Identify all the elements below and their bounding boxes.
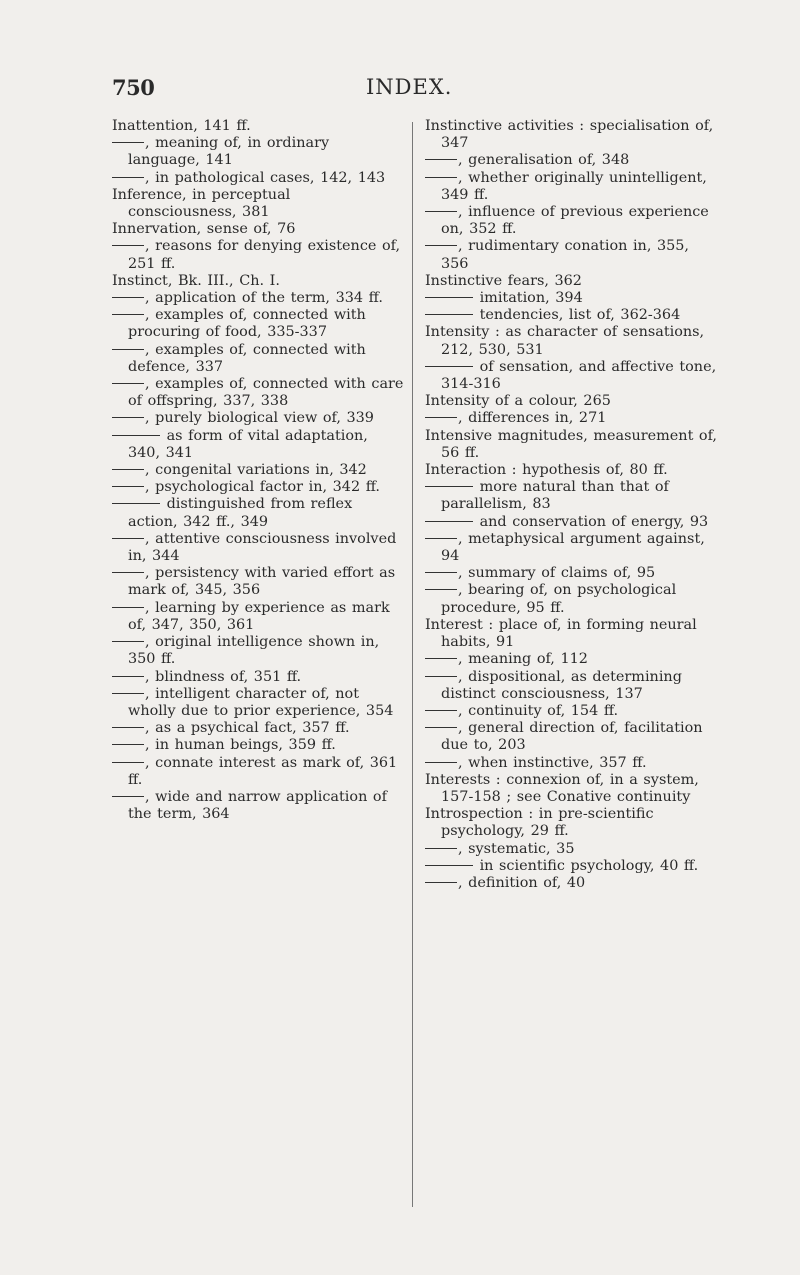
entry-text: , psychological factor in, 342 ff. [145, 479, 380, 496]
ditto-dash [425, 521, 473, 522]
ditto-dash [425, 366, 473, 367]
entry-text: , generalisation of, 348 [458, 152, 630, 169]
ditto-dash [425, 658, 457, 659]
ditto-dash [112, 572, 144, 573]
index-subentry [112, 686, 404, 720]
index-subentry [112, 531, 404, 565]
ditto-dash [425, 211, 457, 212]
index-subentry [112, 428, 404, 462]
index-subentry [112, 307, 404, 341]
index-entry [425, 393, 721, 410]
index-subentry [425, 479, 721, 513]
index-subentry [425, 565, 721, 582]
index-entry [425, 462, 721, 479]
column-divider [412, 122, 413, 1207]
ditto-dash [112, 796, 144, 797]
ditto-dash [112, 417, 144, 418]
index-subentry [112, 135, 404, 169]
index-subentry [425, 514, 721, 531]
entry-text: , congenital variations in, 342 [145, 462, 367, 479]
index-entry [425, 617, 721, 651]
index-subentry [425, 204, 721, 238]
ditto-dash [112, 727, 144, 728]
entry-text: Intensive magnitudes, measurement of, 56 ff. [425, 427, 717, 461]
ditto-dash [112, 676, 144, 677]
entry-text: Inference, in perceptual consciousness, 381 [112, 186, 291, 221]
ditto-dash [112, 177, 144, 178]
ditto-dash [112, 607, 144, 608]
entry-text: , blindness of, 351 ff. [145, 668, 302, 685]
index-subentry [425, 703, 721, 720]
ditto-dash [112, 503, 160, 504]
entry-text: as form of vital adaptation, 340, 341 [128, 427, 368, 461]
entry-text: Interest : place of, in forming neural habits, 91 [425, 616, 697, 651]
ditto-dash [425, 417, 457, 418]
ditto-dash [112, 142, 144, 143]
index-column-left [112, 118, 404, 823]
ditto-dash [425, 882, 457, 883]
index-subentry [112, 496, 404, 530]
entry-text: , learning by experience as mark of, 347, 350, 361 [128, 599, 390, 633]
index-entry [425, 273, 721, 290]
index-entry [425, 428, 721, 462]
index-entry [112, 221, 404, 238]
ditto-dash [425, 177, 457, 178]
entry-text: , as a psychical fact, 357 ff. [145, 720, 350, 737]
entry-text: , in human beings, 359 ff. [145, 737, 336, 754]
ditto-dash [112, 383, 144, 384]
entry-text: , metaphysical argument against, 94 [441, 530, 705, 565]
entry-text: tendencies, list of, 362-364 [474, 307, 681, 324]
ditto-dash [425, 297, 473, 298]
entry-text: , when instinctive, 357 ff. [458, 754, 647, 771]
entry-text: Instinctive activities : specialisation of, 347 [425, 118, 714, 152]
index-subentry [112, 669, 404, 686]
ditto-dash [425, 865, 473, 866]
entry-text: , reasons for denying existence of, 251 ff. [128, 238, 401, 272]
entry-text: Interaction : hypothesis of, 80 ff. [425, 462, 668, 479]
index-subentry [112, 565, 404, 599]
ditto-dash [112, 469, 144, 470]
entry-text: , application of the term, 334 ff. [145, 290, 383, 307]
entry-text: , differences in, 271 [458, 410, 607, 427]
index-entry [112, 187, 404, 221]
entry-text: , influence of previous experience on, 352 ff. [441, 204, 709, 238]
index-subentry [112, 634, 404, 668]
entry-text: imitation, 394 [474, 290, 583, 307]
entry-text: Introspection : in pre-scientific psychology, 29 ff. [425, 806, 654, 840]
entry-text: Instinct, Bk. III., Ch. I. [112, 272, 280, 289]
ditto-dash [425, 538, 457, 539]
index-subentry [112, 376, 404, 410]
index-subentry [112, 737, 404, 754]
entry-text: , dispositional, as determining distinct consciousness, 137 [441, 668, 682, 702]
entry-text: , systematic, 35 [458, 840, 575, 857]
index-subentry [425, 755, 721, 772]
index-subentry [112, 720, 404, 737]
index-subentry [425, 531, 721, 565]
entry-text: , intelligent character of, not wholly due to prior experience, 354 [128, 685, 394, 719]
index-subentry [425, 359, 721, 393]
index-subentry [425, 238, 721, 272]
ditto-dash [112, 314, 144, 315]
index-subentry [112, 479, 404, 496]
entry-text: , examples of, connected with defence, 337 [128, 341, 366, 375]
entry-text: more natural than that of parallelism, 83 [441, 479, 669, 513]
page-title: INDEX. [366, 75, 453, 99]
ditto-dash [425, 486, 473, 487]
index-entry [425, 118, 721, 152]
ditto-dash [112, 297, 144, 298]
index-subentry [112, 290, 404, 307]
ditto-dash [425, 159, 457, 160]
entry-text: of sensation, and affective tone, 314-316 [441, 358, 717, 393]
entry-text: , rudimentary conation in, 355, 356 [441, 238, 690, 272]
entry-text: , connate interest as mark of, 361 ff. [128, 754, 398, 788]
index-entry [112, 118, 404, 135]
index-subentry [425, 410, 721, 427]
entry-text: Intensity : as character of sensations, 212, 530, 531 [425, 324, 705, 358]
index-subentry [112, 342, 404, 376]
ditto-dash [112, 641, 144, 642]
index-subentry [425, 651, 721, 668]
entry-text: , in pathological cases, 142, 143 [145, 169, 386, 186]
ditto-dash [425, 848, 457, 849]
index-subentry [112, 755, 404, 789]
index-subentry [112, 170, 404, 187]
index-subentry [425, 152, 721, 169]
index-subentry [112, 600, 404, 634]
index-subentry [425, 841, 721, 858]
entry-text: , definition of, 40 [458, 874, 586, 891]
index-subentry [112, 462, 404, 479]
ditto-dash [425, 676, 457, 677]
index-subentry [425, 875, 721, 892]
ditto-dash [425, 762, 457, 763]
index-subentry [425, 290, 721, 307]
index-entry [425, 806, 721, 840]
entry-text: , attentive consciousness involved in, 344 [128, 530, 397, 565]
ditto-dash [112, 486, 144, 487]
entry-text: in scientific psychology, 40 ff. [474, 857, 699, 874]
index-entry [112, 273, 404, 290]
index-subentry [425, 307, 721, 324]
index-column-right [425, 118, 721, 892]
entry-text: , summary of claims of, 95 [458, 565, 656, 582]
ditto-dash [425, 727, 457, 728]
index-entry [425, 324, 721, 358]
entry-text: Intensity of a colour, 265 [425, 393, 611, 410]
entry-text: , examples of, connected with care of offspring, 337, 338 [128, 376, 404, 410]
entry-text: , continuity of, 154 ff. [458, 702, 619, 719]
page-number: 750 [112, 75, 155, 100]
index-subentry [112, 789, 404, 823]
entry-text: , whether originally unintelligent, 349 ff. [441, 169, 707, 203]
entry-text: , wide and narrow application of the term, 364 [128, 788, 387, 823]
entry-text: Innervation, sense of, 76 [112, 221, 296, 238]
ditto-dash [425, 710, 457, 711]
ditto-dash [425, 572, 457, 573]
ditto-dash [112, 538, 144, 539]
index-subentry [112, 238, 404, 272]
index-entry [425, 772, 721, 806]
ditto-dash [425, 589, 457, 590]
index-subentry [425, 170, 721, 204]
index-subentry [425, 582, 721, 616]
entry-text: , general direction of, facilitation due to, 203 [441, 720, 703, 754]
index-subentry [112, 410, 404, 427]
entry-text: distinguished from reflex action, 342 ff., 349 [128, 496, 353, 530]
ditto-dash [112, 744, 144, 745]
entry-text: , bearing of, on psychological procedure, 95 ff. [441, 582, 677, 616]
entry-text: , purely biological view of, 339 [145, 410, 374, 427]
ditto-dash [425, 314, 473, 315]
ditto-dash [112, 762, 144, 763]
index-subentry [425, 720, 721, 754]
ditto-dash [112, 349, 144, 350]
entry-text: , meaning of, in ordinary language, 141 [128, 135, 330, 169]
index-subentry [425, 858, 721, 875]
entry-text: , original intelligence shown in, 350 ff. [128, 634, 380, 668]
ditto-dash [112, 245, 144, 246]
page-header [0, 75, 800, 105]
entry-text: and conservation of energy, 93 [474, 513, 709, 530]
entry-text: , persistency with varied effort as mark of, 345, 356 [128, 565, 396, 599]
ditto-dash [425, 245, 457, 246]
ditto-dash [112, 435, 160, 436]
index-subentry [425, 669, 721, 703]
entry-text: Instinctive fears, 362 [425, 272, 582, 289]
entry-text: Interests : connexion of, in a system, 157-158 ; see Conative continuity [425, 771, 699, 805]
entry-text: , examples of, connected with procuring of food, 335-337 [128, 307, 366, 341]
entry-text: , meaning of, 112 [458, 651, 588, 668]
entry-text: Inattention, 141 ff. [112, 118, 251, 134]
ditto-dash [112, 693, 144, 694]
